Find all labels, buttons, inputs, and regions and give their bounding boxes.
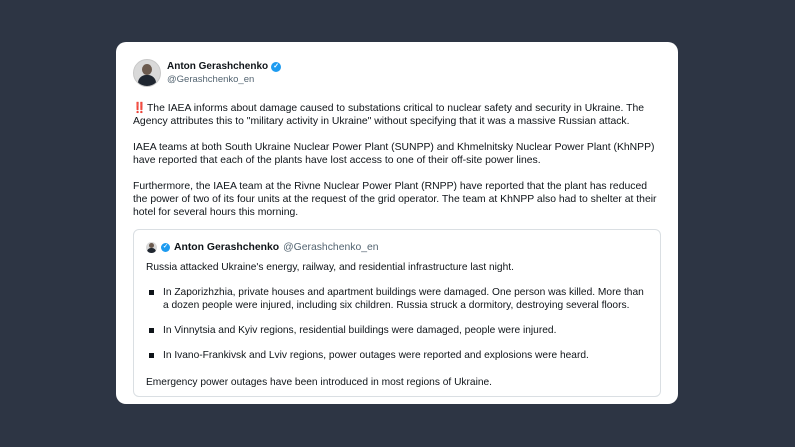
tweet-paragraph: IAEA teams at both South Ukraine Nuclear Power Plant (SUNPP) and Khmelnitsky Nuclear Power Plant (KhNPP) have reported that each of the plants have lost access to one of their off-site power lines. — [133, 142, 655, 166]
verified-badge-icon: ✓ — [271, 62, 281, 72]
quoted-author-name: Anton Gerashchenko — [174, 241, 280, 253]
quoted-bullet: In Ivano-Frankivsk and Lviv regions, power outages were reported and explosions were heard. — [146, 349, 648, 362]
quoted-tweet-header — [146, 240, 648, 254]
quoted-tweet[interactable] — [133, 229, 661, 397]
author-name[interactable]: Anton Gerashchenko — [167, 61, 269, 72]
bullet-square-icon — [149, 328, 154, 333]
author-handle[interactable]: @Gerashchenko_en — [167, 74, 255, 85]
quoted-author-avatar — [146, 242, 157, 253]
bullet-square-icon — [149, 290, 154, 295]
author-avatar[interactable] — [133, 59, 161, 87]
tweet-paragraph: Furthermore, the IAEA team at the Rivne Nuclear Power Plant (RNPP) have reported that the plant has reduced the power of two of its four units at the request of the grid operator. The team at KhNPP also had to shelter at their hotel for several hours this morning. — [133, 181, 657, 218]
bullet-square-icon — [149, 353, 154, 358]
quoted-intro: Russia attacked Ukraine's energy, railway, and residential infrastructure last night. — [146, 262, 514, 273]
quoted-author-handle: @Gerashchenko_en — [283, 241, 379, 253]
quoted-bullet: In Vinnytsia and Kyiv regions, residential buildings were damaged, people were injured. — [146, 324, 648, 337]
tweet-card — [116, 42, 678, 404]
author-names — [167, 60, 281, 86]
tweet-paragraph: ‼️ The IAEA informs about damage caused to substations critical to nuclear safety and security in Ukraine. The Agency attributes this to "military activity in Ukraine" without specifying that it was a massive Russian attack. — [133, 103, 645, 127]
quoted-verified-badge-icon: ✓ — [162, 243, 169, 250]
quoted-outro: Emergency power outages have been introduced in most regions of Ukraine. — [146, 377, 493, 388]
tweet-header — [133, 58, 661, 88]
quoted-bullet: In Zaporizhzhia, private houses and apartment buildings were damaged. One person was killed. More than a dozen people were injured, including six children. Russia struck a dormitory, destroying several floors. — [146, 286, 648, 312]
double-exclamation-icon: ‼️ — [133, 103, 145, 114]
